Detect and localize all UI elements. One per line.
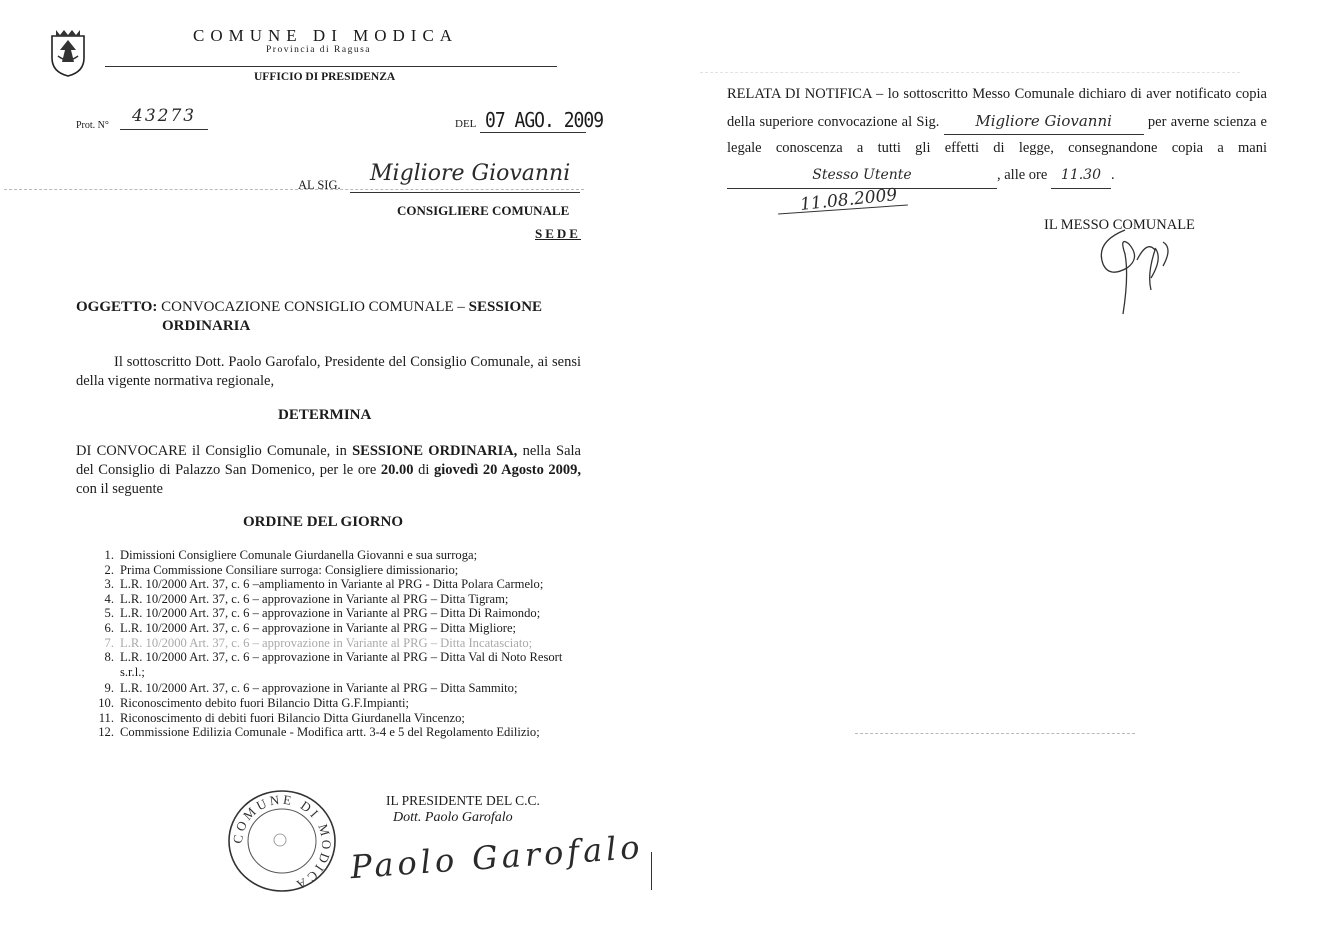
intro-paragraph: Il sottoscritto Dott. Paolo Garofalo, Presidente del Consiglio Comunale, ai sensi della vigente normativa regionale,: [76, 354, 581, 389]
relata-sig-handwritten: Migliore Giovanni: [975, 111, 1112, 130]
relata-mani-handwritten: Stesso Utente: [812, 166, 912, 183]
agenda-item: 5. L.R. 10/2000 Art. 37, c. 6 – approvazione in Variante al PRG – Ditta Di Raimondo;: [104, 606, 541, 621]
convoca-b1: SESSIONE ORDINARIA,: [352, 443, 518, 459]
date-label: DEL: [455, 118, 477, 130]
convoca-p1: DI CONVOCARE il Consiglio Comunale, in: [76, 443, 347, 459]
agenda-item: 4. L.R. 10/2000 Art. 37, c. 6 – approvazione in Variante al PRG – Ditta Tigram;: [104, 591, 509, 606]
scan-artifact-line: [4, 189, 584, 190]
header-rule: [105, 66, 557, 67]
agenda-item: 12. Commissione Edilizia Comunale - Modifica artt. 3-4 e 5 del Regolamento Edilizio;: [98, 725, 540, 740]
agenda-list: [93, 548, 613, 740]
convoca-paragraph: [76, 442, 581, 499]
agenda-item: 9. L.R. 10/2000 Art. 37, c. 6 – approvazione in Variante al PRG – Ditta Sammito;: [104, 681, 518, 696]
ordine-heading: ORDINE DEL GIORNO: [243, 514, 404, 530]
recipient-handwritten-name: Migliore Giovanni: [370, 161, 571, 186]
relata-p2: per averne scienza e legale conoscenza a tutti gli effetti di legge, consegnandone copia a mani: [727, 113, 1267, 156]
convoca-b3: giovedì 20 Agosto 2009,: [433, 462, 582, 478]
provincia-subtitle: Provincia di Ragusa: [266, 45, 372, 55]
scan-artifact-line: [700, 72, 1240, 73]
scan-artifact-line: [855, 733, 1135, 734]
agenda-item: 3. L.R. 10/2000 Art. 37, c. 6 –ampliamento in Variante al PRG - Ditta Polara Carmelo;: [104, 577, 544, 592]
date-stamp: 07 AGO. 2009: [485, 108, 604, 133]
president-signature: Paolo Garofalo: [349, 827, 645, 887]
agenda-item: 6. L.R. 10/2000 Art. 37, c. 6 – approvazione in Variante al PRG – Ditta Migliore;: [104, 620, 517, 635]
oggetto-text-bold: SESSIONE: [468, 299, 543, 315]
convoca-b2: 20.00: [380, 462, 414, 478]
agenda-item: 8. L.R. 10/2000 Art. 37, c. 6 – approvazione in Variante al PRG – Ditta Val di Noto Resort s.r.l.;: [104, 650, 563, 679]
relata-p3: , alle ore: [997, 166, 1048, 183]
municipal-stamp: [226, 788, 338, 894]
convoca-p2: nella Sala del Consiglio di Palazzo San Domenico, per le ore: [76, 443, 581, 478]
relata-p1: RELATA DI NOTIFICA – lo sottoscritto Messo Comunale dichiaro di aver notificato copia della superiore convocazione al Sig.: [727, 86, 1267, 130]
agenda-item: 11. Riconoscimento di debiti fuori Bilancio Ditta Giurdanella Vincenzo;: [98, 710, 465, 725]
messo-label: IL MESSO COMUNALE: [1044, 217, 1195, 233]
recipient-role: CONSIGLIERE COMUNALE: [397, 203, 570, 218]
relata-paragraph: RELATA DI NOTIFICA – lo sottoscritto Messo Comunale dichiaro di aver notificato copia della superiore convocazione al Sig. Migliore Giovanni per averne scienza e legale conoscenza a tutti gli effetti di legge, consegnandone copia a mani Stesso Utente , alle ore 11.30 .: [727, 81, 1267, 189]
oggetto-label: OGGETTO:: [76, 299, 158, 315]
recipient-underline: [350, 192, 580, 193]
agenda-item: 7. L.R. 10/2000 Art. 37, c. 6 – approvazione in Variante al PRG – Ditta Incatasciato;: [104, 635, 533, 650]
convoca-p4: con il seguente: [76, 481, 163, 497]
recipient-sede: SEDE: [535, 226, 581, 241]
agenda-item: 2. Prima Commissione Consiliare surroga: Consigliere dimissionario;: [104, 562, 459, 577]
relata-mani-field: [727, 162, 997, 190]
oggetto-line: [76, 299, 542, 316]
signature-stroke: [651, 852, 652, 890]
comune-title: COMUNE DI MODICA: [193, 26, 459, 45]
agenda-item: 10. Riconoscimento debito fuori Bilancio Ditta G.F.Impianti;: [98, 695, 409, 710]
convoca-p3: di: [418, 462, 430, 478]
president-role: IL PRESIDENTE DEL C.C.: [386, 793, 540, 808]
oggetto-text: CONVOCAZIONE CONSIGLIO COMUNALE –: [161, 299, 465, 315]
relata-date-handwritten: 11.08.2009: [799, 184, 899, 216]
relata-ore-field: [1051, 162, 1111, 190]
relata-ore-handwritten: 11.30: [1060, 166, 1101, 183]
recipient-salutation: AL SIG.: [298, 178, 341, 192]
determina-heading: DETERMINA: [278, 407, 372, 423]
messo-signature: [1085, 222, 1185, 320]
prot-label: Prot. N°: [76, 120, 109, 131]
date-underline: [480, 132, 586, 133]
ufficio-label: UFFICIO DI PRESIDENZA: [254, 71, 396, 83]
oggetto-line2: ORDINARIA: [162, 318, 251, 334]
stamp-text: COMUNE DI MODICA: [229, 791, 335, 894]
coat-of-arms-logo: [48, 26, 88, 78]
svg-text:COMUNE DI MODICA: [230, 792, 335, 894]
prot-number: 43273: [132, 106, 197, 126]
agenda-item: 1. Dimissioni Consigliere Comunale Giurdanella Giovanni e sua surroga;: [104, 548, 478, 562]
prot-underline: [120, 129, 208, 130]
relata-sig-field: [944, 108, 1144, 136]
president-name: Dott. Paolo Garofalo: [393, 810, 513, 825]
